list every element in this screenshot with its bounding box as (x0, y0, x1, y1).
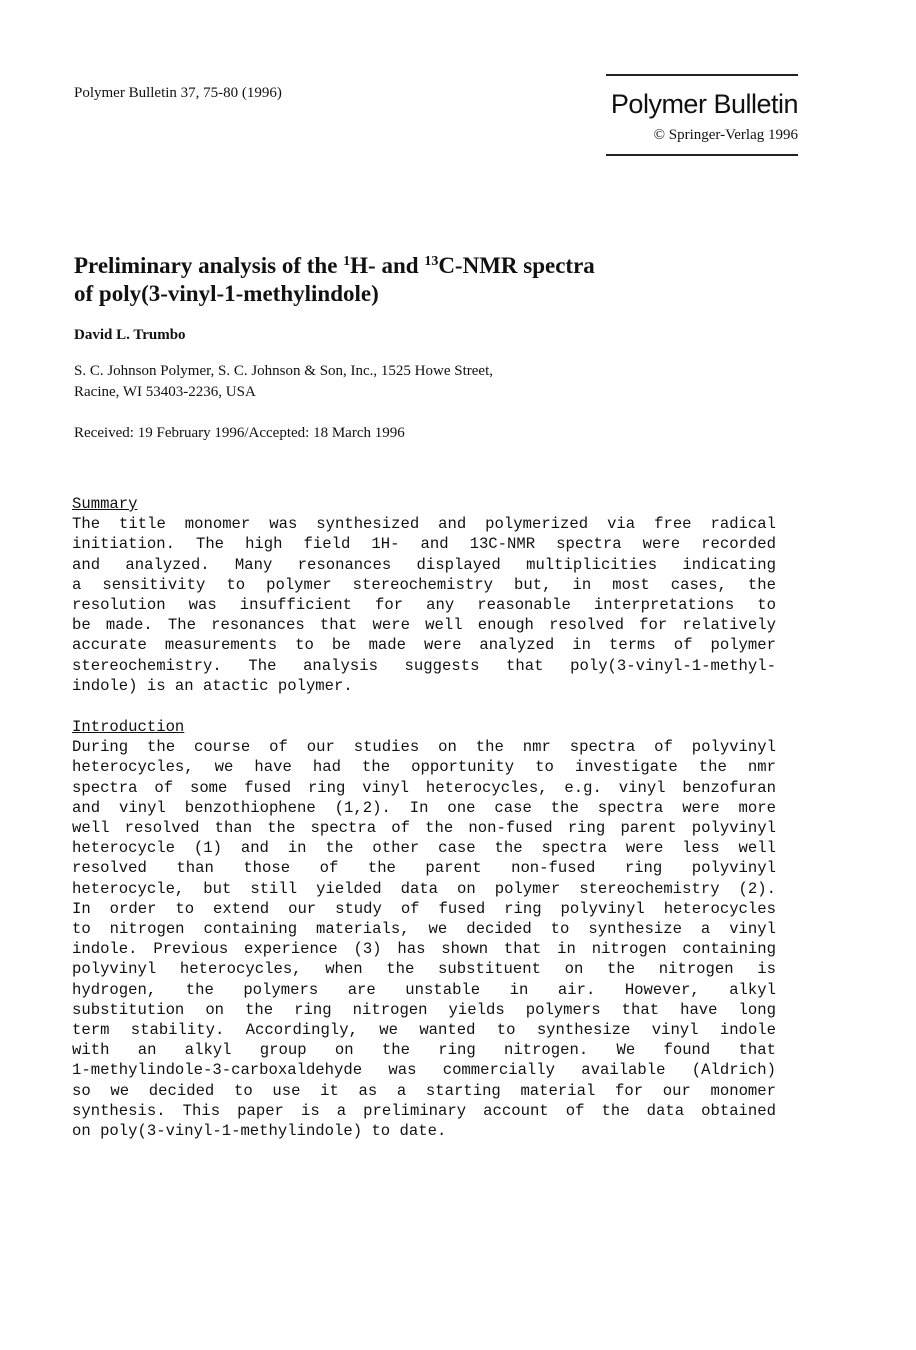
introduction-section (72, 717, 776, 1141)
summary-line: initiation. The high field 1H- and 13C-NMR spectra were recorded (72, 535, 776, 554)
introduction-line: with an alkyl group on the ring nitrogen. We found that (72, 1041, 776, 1060)
journal-masthead (606, 74, 798, 156)
introduction-line: so we decided to use it as a starting material for our monomer (72, 1081, 776, 1100)
introduction-line: spectra of some fused ring vinyl heterocycles, e.g. vinyl benzofuran (72, 778, 776, 797)
summary-line: stereochemistry. The analysis suggests that poly(3-vinyl-1-methyl- (72, 656, 776, 675)
introduction-line: heterocycle, but still yielded data on polymer stereochemistry (2). (72, 879, 776, 898)
introduction-line: polyvinyl heterocycles, when the substituent on the nitrogen is (72, 960, 776, 979)
introduction-line: 1-methylindole-3-carboxaldehyde was commercially available (Aldrich) (72, 1061, 776, 1080)
title-part-1: Preliminary analysis of the (74, 253, 344, 278)
summary-heading: Summary (72, 495, 138, 513)
introduction-line: heterocycles, we have had the opportunity to investigate the nmr (72, 758, 776, 777)
summary-section (72, 494, 776, 696)
title-part-3: C-NMR spectra (438, 253, 595, 278)
introduction-line: hydrogen, the polymers are unstable in air. However, alkyl (72, 980, 776, 999)
received-accepted-dates: Received: 19 February 1996/Accepted: 18 March 1996 (74, 425, 405, 441)
introduction-line: to nitrogen containing materials, we decided to synthesize a vinyl (72, 920, 776, 939)
introduction-line: indole. Previous experience (3) has shown that in nitrogen containing (72, 940, 776, 959)
summary-line: and analyzed. Many resonances displayed multiplicities indicating (72, 555, 776, 574)
introduction-line: term stability. Accordingly, we wanted to synthesize vinyl indole (72, 1021, 776, 1040)
summary-line: indole) is an atactic polymer. (72, 676, 353, 695)
author-name: David L. Trumbo (74, 327, 186, 343)
author-affiliation (74, 361, 493, 403)
journal-name: Polymer Bulletin (610, 89, 798, 119)
introduction-line: on poly(3-vinyl-1-methylindole) to date. (72, 1122, 447, 1141)
title-superscript-13: 13 (424, 254, 439, 269)
title-line-2: of poly(3-vinyl-1-methylindole) (74, 281, 379, 306)
introduction-line: In order to extend our study of fused ring polyvinyl heterocycles (72, 899, 776, 918)
article-title (74, 252, 794, 308)
introduction-line: substitution on the ring nitrogen yields polymers that have long (72, 1000, 776, 1019)
title-superscript-1: 1 (343, 254, 351, 269)
summary-line: a sensitivity to polymer stereochemistry but, in most cases, the (72, 575, 776, 594)
affiliation-line: Racine, WI 53403-2236, USA (74, 384, 256, 400)
introduction-line: well resolved than the spectra of the non-fused ring parent polyvinyl (72, 819, 776, 838)
introduction-line: resolved than those of the parent non-fused ring polyvinyl (72, 859, 776, 878)
copyright-notice: © Springer-Verlag 1996 (653, 127, 798, 143)
introduction-line: During the course of our studies on the nmr spectra of polyvinyl (72, 738, 776, 757)
introduction-heading: Introduction (72, 718, 185, 736)
summary-line: resolution was insufficient for any reasonable interpretations to (72, 596, 776, 615)
title-part-2: H- and (350, 253, 425, 278)
introduction-line: heterocycle (1) and in the other case the spectra were less well (72, 839, 776, 858)
summary-line: The title monomer was synthesized and polymerized via free radical (72, 515, 776, 534)
introduction-line: synthesis. This paper is a preliminary account of the data obtained (72, 1101, 776, 1120)
journal-citation: Polymer Bulletin 37, 75-80 (1996) (74, 85, 282, 101)
affiliation-line: S. C. Johnson Polymer, S. C. Johnson & Son, Inc., 1525 Howe Street, (74, 363, 493, 379)
summary-line: be made. The resonances that were well enough resolved for relatively (72, 616, 776, 635)
summary-line: accurate measurements to be made were analyzed in terms of polymer (72, 636, 776, 655)
introduction-line: and vinyl benzothiophene (1,2). In one case the spectra were more (72, 798, 776, 817)
